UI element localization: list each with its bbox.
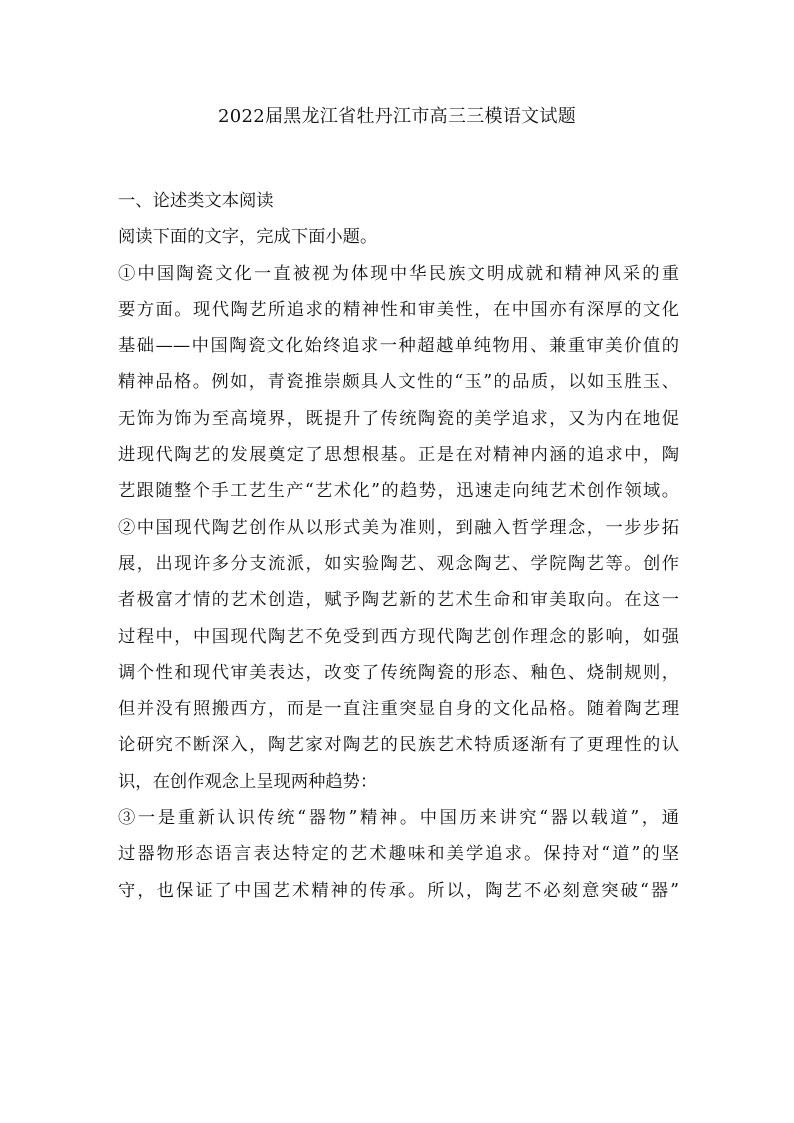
paragraph-line: 者极富才情的艺术创造，赋予陶艺新的艺术生命和审美取向。在这一 <box>118 590 679 611</box>
paragraph-line: 艺跟随整个手工艺生产“艺术化”的趋势，迅速走向纯艺术创作领域。 <box>118 481 679 502</box>
paragraph-line: 基础——中国陶瓷文化始终追求一种超越单纯物用、兼重审美价值的 <box>118 336 679 357</box>
document-title: 2022届黑龙江省牡丹江市高三三模语文试题 <box>217 106 577 127</box>
paragraph-line: 无饰为饰为至高境界，既提升了传统陶瓷的美学追求，又为内在地促 <box>118 408 679 429</box>
section-heading: 一、论述类文本阅读 <box>118 191 274 211</box>
paragraph-line: 论研究不断深入，陶艺家对陶艺的民族艺术特质逐渐有了更理性的认 <box>118 735 679 756</box>
paragraph-line: 展，出现许多分支流派，如实验陶艺、观念陶艺、学院陶艺等。创作 <box>118 553 679 574</box>
paragraph-line: 要方面。现代陶艺所追求的精神性和审美性，在中国亦有深厚的文化 <box>118 299 679 320</box>
paragraph-line: 精神品格。例如，青瓷推崇颇具人文性的“玉”的品质，以如玉胜玉、 <box>118 372 679 393</box>
paragraph-line: 守，也保证了中国艺术精神的传承。所以，陶艺不必刻意突破“器” <box>118 880 679 901</box>
paragraph-line: 过程中，中国现代陶艺不免受到西方现代陶艺创作理念的影响，如强 <box>118 626 679 647</box>
paragraph-line: 过器物形态语言表达特定的艺术趣味和美学追求。保持对“道”的坚 <box>118 844 679 865</box>
paragraph-line: ③一是重新认识传统“器物”精神。中国历来讲究“器以载道”，通 <box>118 808 679 829</box>
instruction-text: 阅读下面的文字，完成下面小题。 <box>118 227 378 248</box>
paragraph-line: ①中国陶瓷文化一直被视为体现中华民族文明成就和精神风采的重 <box>118 263 679 284</box>
paragraph-line: 但并没有照搬西方，而是一直注重突显自身的文化品格。随着陶艺理 <box>118 699 679 720</box>
paragraph-line: ②中国现代陶艺创作从以形式美为准则，到融入哲学理念，一步步拓 <box>118 517 679 538</box>
paragraph-line: 进现代陶艺的发展奠定了思想根基。正是在对精神内涵的追求中，陶 <box>118 445 679 466</box>
paragraph-line: 识，在创作观念上呈现两种趋势： <box>118 771 378 792</box>
document-body <box>118 185 679 911</box>
paragraph-line: 调个性和现代审美表达，改变了传统陶瓷的形态、釉色、烧制规则， <box>118 662 679 683</box>
